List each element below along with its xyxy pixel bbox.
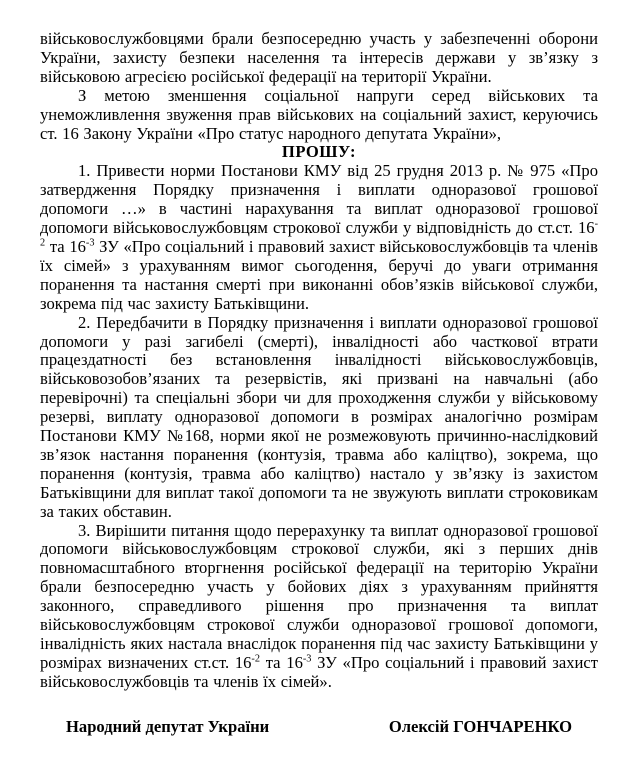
superscript-text: -3: [85, 237, 95, 249]
signature-row: [40, 718, 598, 737]
text-run: ЗУ «Про соціальний і правовий захист військовослужбовців та членів їх сімей».: [40, 652, 598, 691]
paragraph-request-item-1: [40, 162, 598, 313]
paragraph-request-item-2: [40, 314, 598, 522]
text-run: 2. Передбачити в Порядку призначення і виплати одноразової грошової допомоги у разі загибелі (смерті), інвалідності або часткової втрати працездатності без встановлення інвалідності військовослужбовців, військовозобов’язаних та резервістів, які призвані на навчальні (або перевірочні) та спеціальні збори чи для проходження служби у військовому резерві, виплату одноразової допомоги в розмірах аналогічно розмірам Постанови КМУ №168, норми якої не розмежовують причинно-наслідковий зв’язок настання поранення (контузія, травма або каліцтво), зокрема, що поранення (контузія, травма або каліцтво) настало у зв’язку із захистом Батьківщини для виплат такої допомоги та не звужують виплати строковикам за таких обставин.: [40, 312, 598, 521]
text-run: 3. Вирішити питання щодо перерахунку та виплат одноразової грошової допомоги військовослужбовцям строкової служби, які з перших днів повномасштабного вторгнення російської федерації на територію України брали безпосередню участь у бойових діях з урахуванням прийняття законного, справедливого рішення про призначення та виплат військовослужбовцям строкової служби одноразової грошової допомоги, інвалідність яких настала внаслідок поранення під час захисту Батьківщини у розмірах визначених ст.ст. 16: [40, 520, 598, 672]
superscript-text: -2: [40, 218, 598, 249]
text-run: ЗУ «Про соціальний і правовий захист військовослужбовців та членів їх сімей» з урахуванням вимог сьогодення, беручі до уваги отримання поранення та настання смерті при виконанні обов’язків військової служби, зокрема під час захисту Батьківщини.: [40, 236, 598, 313]
superscript-text: -2: [251, 653, 260, 665]
text-run: З метою зменшення соціальної напруги серед військових та унеможливлення звуження прав військових на соціальний захист, керуючись ст. 16 Закону України «Про статус народного депутата України»,: [40, 85, 598, 143]
paragraph-intro-continuation: [40, 30, 598, 87]
superscript-text: -3: [302, 653, 312, 665]
paragraph-request-item-3: [40, 522, 598, 692]
signatory-position: Народний депутат України: [66, 716, 270, 736]
text-run: та 16: [260, 652, 303, 672]
paragraph-intro-purpose: [40, 87, 598, 144]
text-run: 1. Привести норми Постанови КМУ від 25 грудня 2013 р. № 975 «Про затвердження Порядку призначення і виплати одноразової грошової допомоги …» в частині нарахування та виплат одноразової грошової допомоги військовослужбовцям строкової служби у відповідність до ст.ст. 16: [40, 161, 598, 238]
text-run: та 16: [45, 236, 86, 256]
text-run: військовослужбовцями брали безпосередню участь у забезпеченні оборони України, захисту безпеки населення та інтересів держави у зв’язку з військовою агресією російської федерації на території України.: [40, 29, 598, 86]
signatory-name: Олексій ГОНЧАРЕНКО: [388, 716, 572, 736]
request-heading: ПРОШУ:: [281, 142, 357, 162]
